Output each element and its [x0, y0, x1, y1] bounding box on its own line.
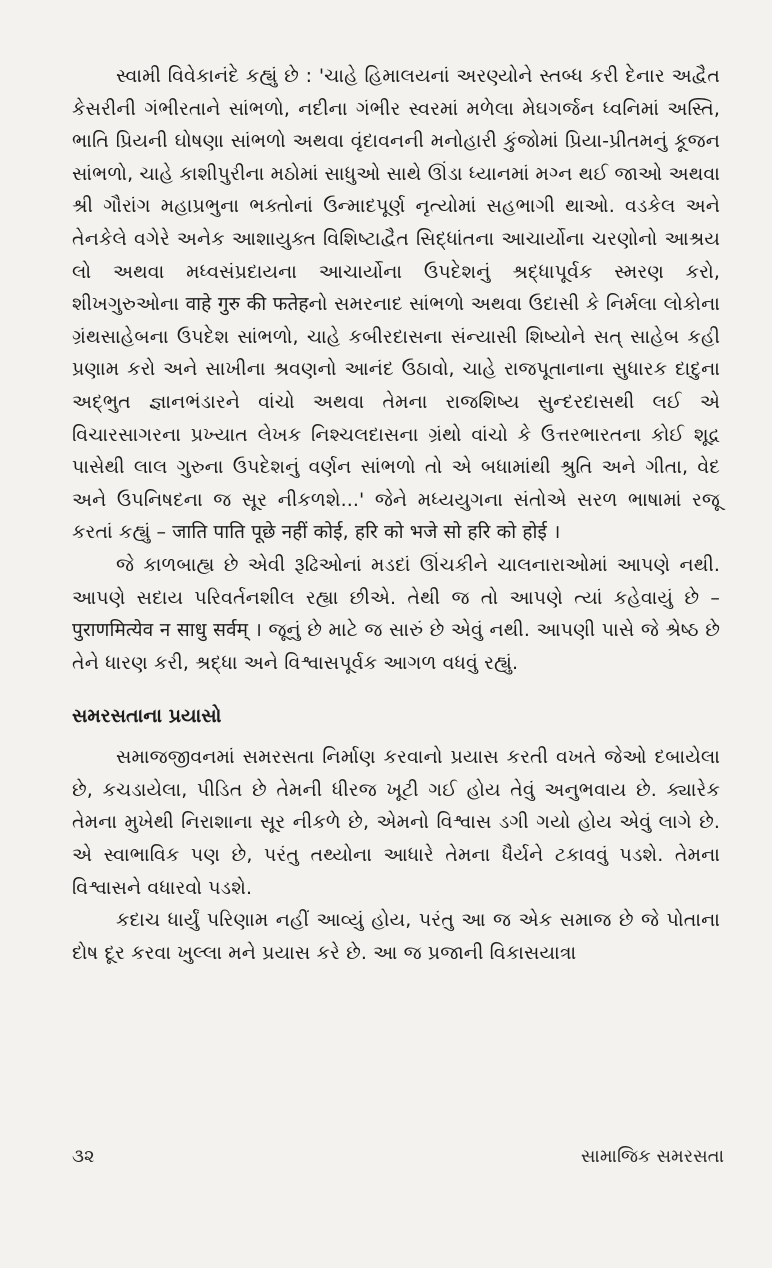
running-book-title: સામાજિક સમરસતા	[580, 1146, 724, 1167]
paragraph-samrasta-efforts: સમાજજીવનમાં સમરસતા નિર્માણ કરવાનો પ્રયાસ કરતી વખતે જેઓ દબાયેલા છે, કચડાયેલા, પીડિત છે તેમની ધીરજ ખૂટી ગઈ હોય તેવું અનુભવાય છે. ક્યારેક તેમના મુખેથી નિરાશાના સૂર નીકળે છે, એમનો વિશ્વાસ ડગી ગયો હોય એવું લાગે છે. એ સ્વાભાવિક પણ છે, પરંતુ તથ્યોના આધારે તેમના ધૈર્યને ટકાવવું પડશે. તેમના વિશ્વાસને વધારવો પડશે.	[72, 746, 720, 899]
paragraph-vivekananda-quote: સ્વામી વિવેકાનંદે કહ્યું છે : 'ચાહે હિમાલયનાં અરણ્યોને સ્તબ્ધ કરી દેનાર અદ્વૈત કેસરીની ગંભીરતાને સાંભળો, નદીના ગંભીર સ્વરમાં મળેલા મેઘગર્જન ધ્વનિમાં અસ્તિ, ભાતિ પ્રિયની ઘોષણા સાંભળો અથવા વૃંદાવનની મનોહારી કુંજોમાં પ્રિયા-પ્રીતમનું કૂજન સાંભળો, ચાહે કાશીપુરીના મઠોમાં સાધુઓ સાથે ઊંડા ધ્યાનમાં મગ્ન થઈ જાઓ અથવા શ્રી ગૌરાંગ મહાપ્રભુના ભક્તોનાં ઉન્માદપૂર્ણ નૃત્યોમાં સહભાગી થાઓ. વડકેલ અને તેનકેલે વગેરે અનેક આશાયુક્ત વિશિષ્ટાદ્વૈત સિદ્ધાંતના આચાર્યોના ચરણોનો આશ્રય લો અથવા મધ્વસંપ્રદાયના આચાર્યોના ઉપદેશનું શ્રદ્ધાપૂર્વક સ્મરણ કરો, શીખગુરુઓના वाहे गुरु की फतेहનો સમરનાદ સાંભળો અથવા ઉદાસી કે નિર્મલા લોકોના ગ્રંથસાહેબના ઉપદેશ સાંભળો, ચાહે કબીરદાસના સંન્યાસી શિષ્યોને સત્ સાહેબ કહી પ્રણામ કરો અને સાખીના શ્રવણનો આનંદ ઉઠાવો, ચાહે રાજપૂતાનાના સુધારક દાદુના અદ્ભુત જ્ઞાનભંડારને વાંચો અથવા તેમના રાજશિષ્ય સુન્દરદાસથી લઈ એ વિચારસાગરના પ્રખ્યાત લેખક નિશ્ચલદાસના ગ્રંથો વાંચો કે ઉત્તરભારતના કોઈ શૂદ્ર પાસેથી લાલ ગુરુના ઉપદેશનું વર્ણન સાંભળો તો એ બધામાંથી શ્રુતિ અને ગીતા, વેદ અને ઉપનિષદના જ સૂર નીકળશે...' જેને મધ્યયુગના સંતોએ સરળ ભાષામાં રજૂ કરતાં કહ્યું – जाति पाति पूछे नहीं कोई, हरि को भजे सो हरि को होई ।	[72, 65, 720, 544]
page-body	[72, 60, 720, 1250]
section-heading: સમરસતાના પ્રયાસો	[72, 705, 222, 728]
paragraph-tradition: જે કાળબાહ્ય છે એવી રૂઢિઓનાં મડદાં ઊંચકીને ચાલનારાઓમાં આપણે નથી. આપણે સદાય પરિવર્તનશીલ રહ્યા છીએ. તેથી જ તો આપણે ત્યાં કહેવાયું છે – पुराणमित्येव न साधु सर्वम् । જૂનું છે માટે જ સારું છે એવું નથી. આપણી પાસે જે શ્રેષ્ઠ છે તેને ધારણ કરી, શ્રદ્ધા અને વિશ્વાસપૂર્વક આગળ વધવું રહ્યું.	[72, 553, 720, 674]
paragraph-society-progress: કદાચ ધાર્યું પરિણામ નહીં આવ્યું હોય, પરંતુ આ જ એક સમાજ છે જે પોતાના દોષ દૂર કરવા ખુલ્લા મને પ્રયાસ કરે છે. આ જ પ્રજાની વિકાસયાત્રા	[72, 909, 720, 964]
page-footer	[72, 1146, 724, 1167]
page-number: ૩૨	[72, 1146, 95, 1167]
